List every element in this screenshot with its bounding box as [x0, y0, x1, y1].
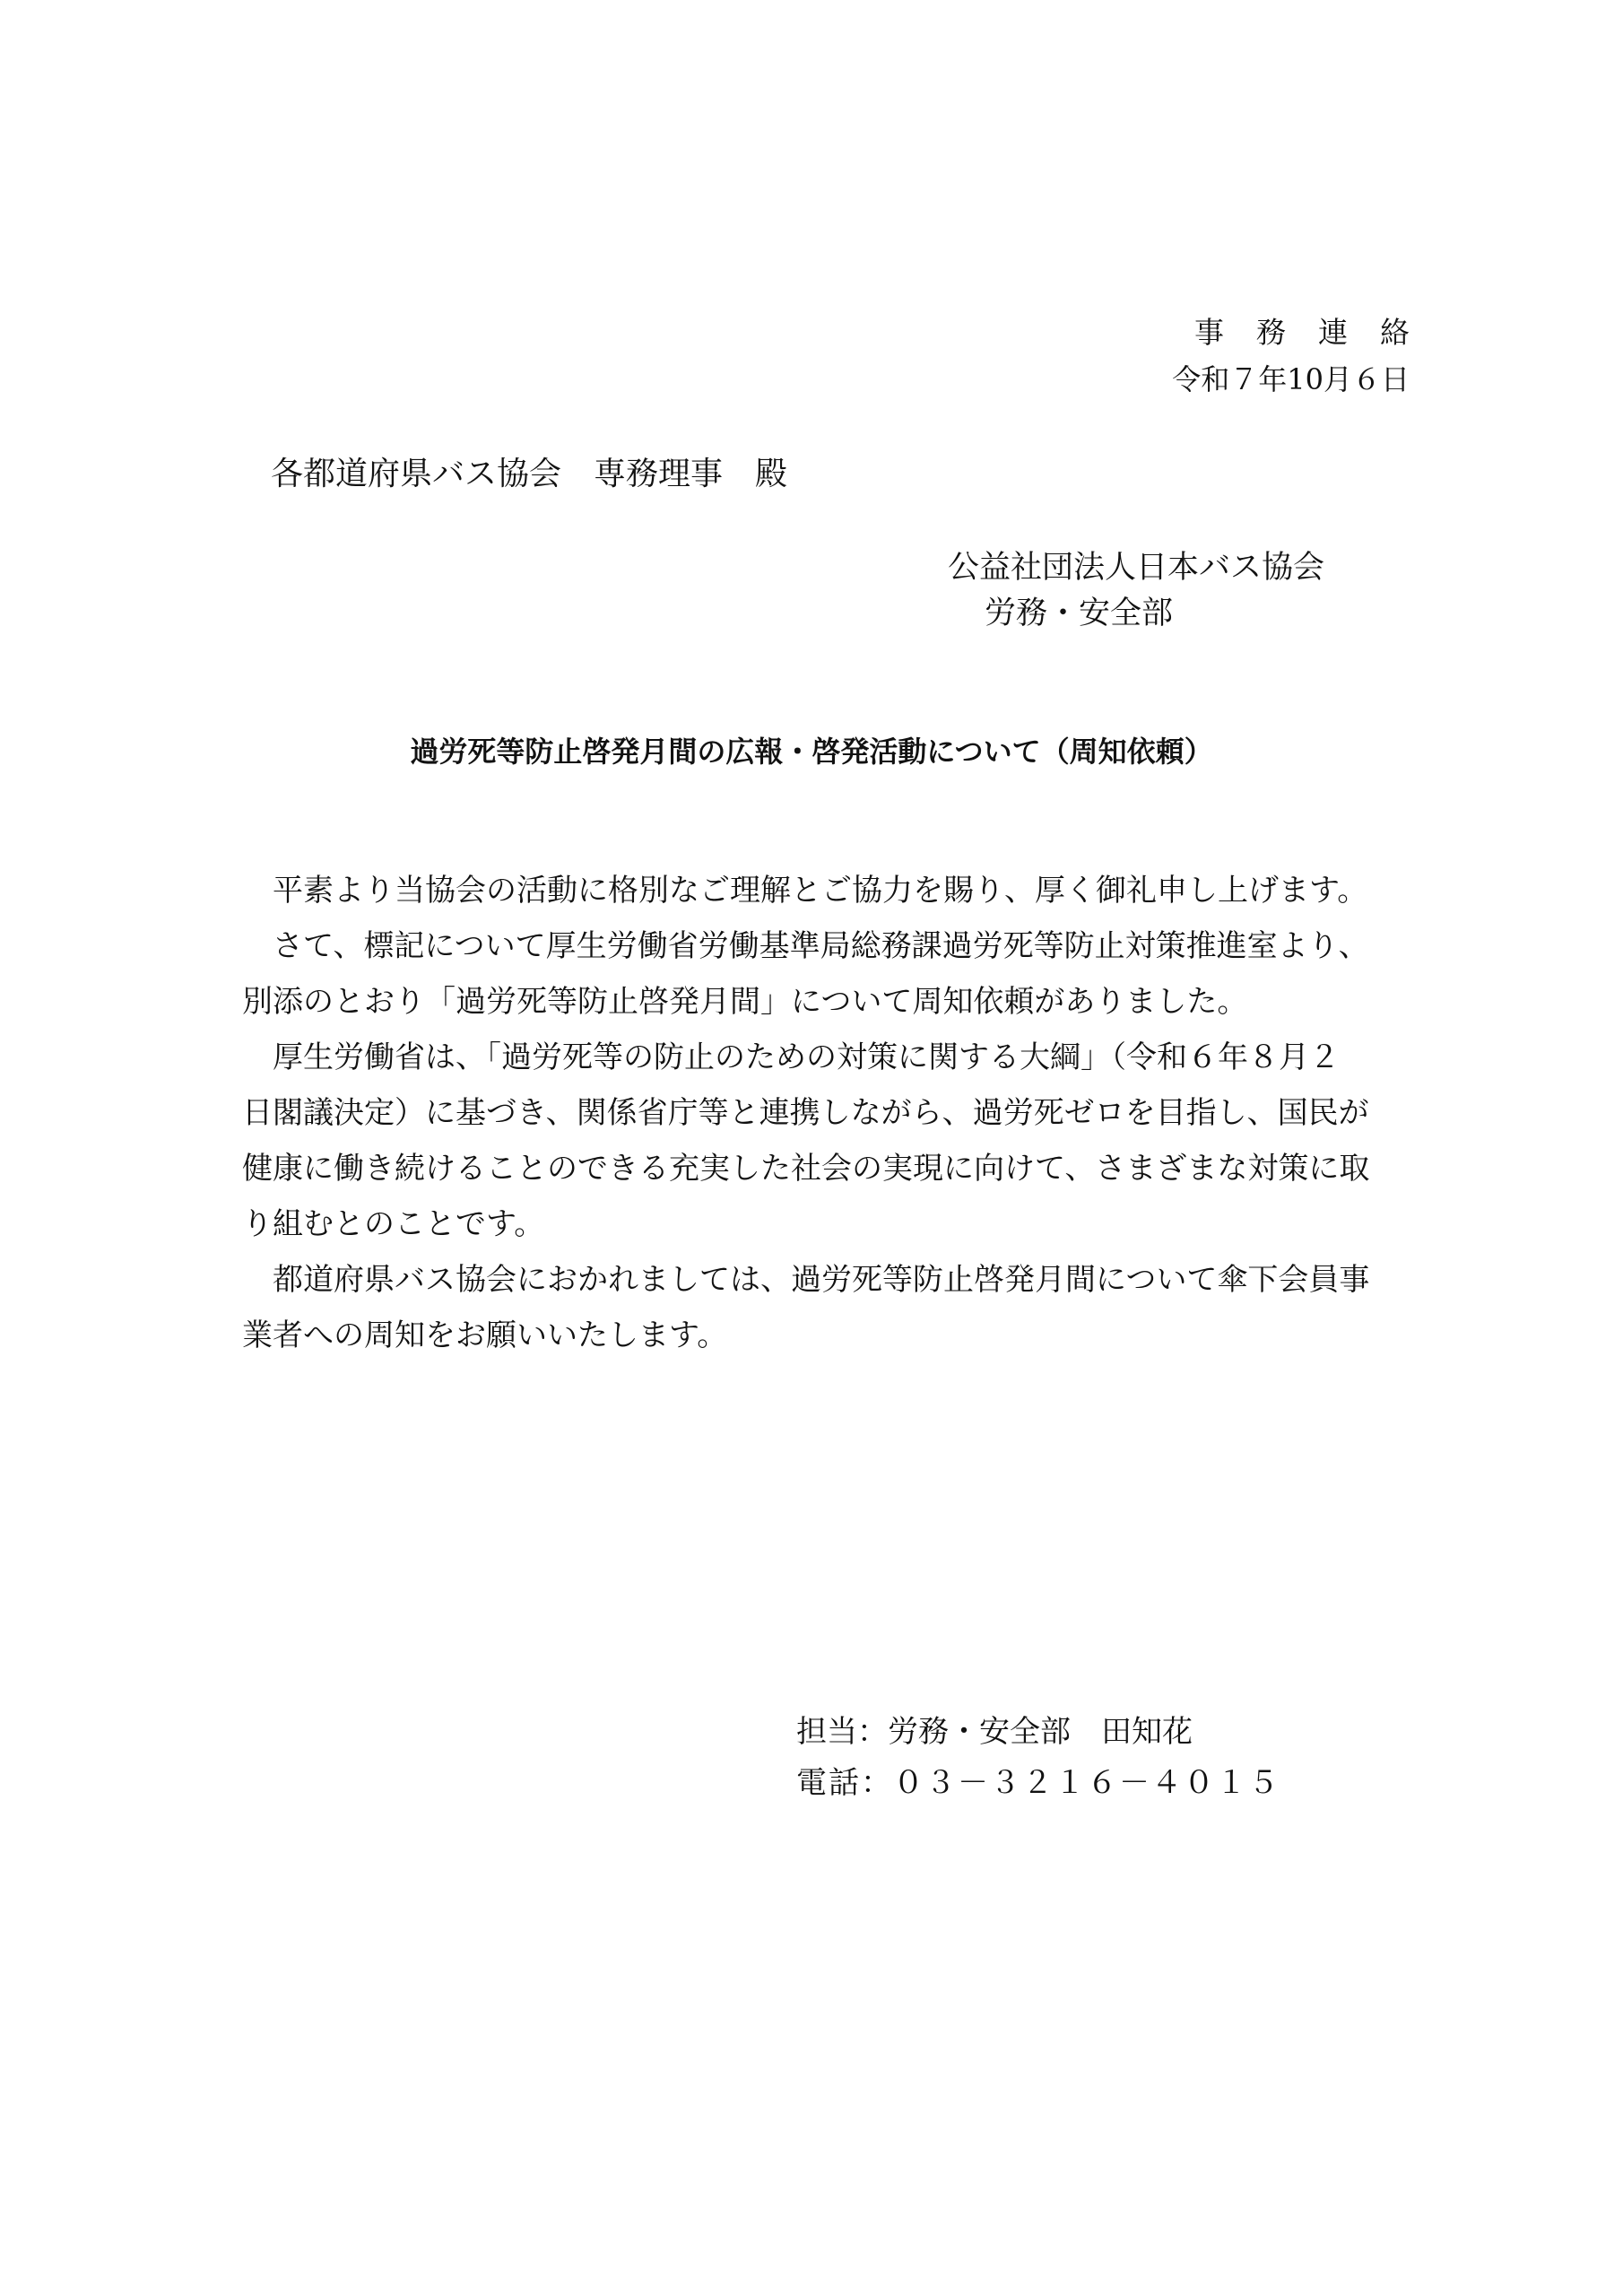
body-line: 都道府県バス協会におかれましては、過労死等防止啓発月間について傘下会員事: [242, 1262, 1370, 1298]
body-line: 健康に働き続けることのできる充実した社会の実現に向けて、さまざまな対策に取: [242, 1151, 1370, 1187]
contact-person: 担当：労務・安全部 田知花: [796, 1714, 1193, 1750]
sender-department: 労務・安全部: [985, 596, 1174, 631]
contact-phone: 電話：０３－３２１６－４０１５: [796, 1765, 1280, 1801]
document-body: [242, 863, 1408, 1363]
sender-organization: 公益社団法人日本バス協会: [948, 550, 1325, 586]
body-line: 厚生労働省は、「過労死等の防止のための対策に関する大綱」（令和６年８月２: [242, 1039, 1340, 1075]
body-line: 業者への周知をお願いいたします。: [242, 1318, 728, 1353]
document-subject: 過労死等防止啓発月間の広報・啓発活動について（周知依頼）: [410, 735, 1213, 769]
document-type: 事務連絡: [1194, 315, 1442, 350]
body-line: 別添のとおり「過労死等防止啓発月間」について周知依頼がありました。: [242, 984, 1248, 1020]
body-line: 日閣議決定）に基づき、関係省庁等と連携しながら、過労死ゼロを目指し、国民が: [242, 1095, 1369, 1131]
body-line: り組むとのことです。: [242, 1206, 545, 1242]
recipient: 各都道府県バス協会 専務理事 殿: [271, 456, 788, 492]
body-line: さて、標記について厚生労働省労働基準局総務課過労死等防止対策推進室より、: [242, 928, 1369, 964]
document-date: 令和７年10月６日: [1172, 362, 1410, 396]
body-line: 平素より当協会の活動に格別なご理解とご協力を賜り、厚く御礼申し上げます。: [242, 873, 1368, 909]
